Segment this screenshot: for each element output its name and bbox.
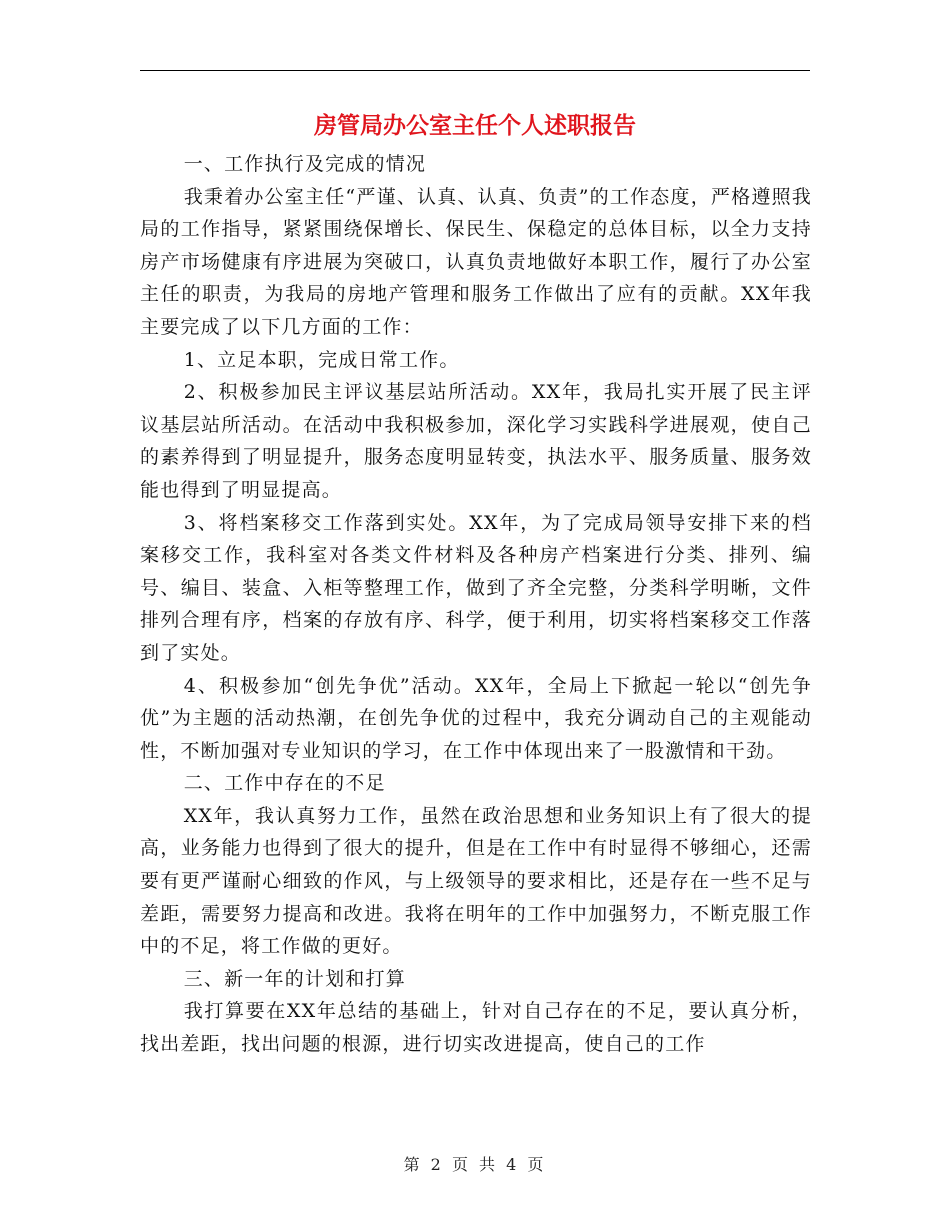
document-body	[140, 148, 812, 1061]
page-number-footer: 第 2 页 共 4 页	[403, 1155, 547, 1174]
paragraph-item-3: 3、将档案移交工作落到实处。XX年，为了完成局领导安排下来的档案移交工作，我科室对各类文件材料及各种房产档案进行分类、排列、编号、编目、装盒、入柜等整理工作，做到了齐全完整，分类科学明晰，文件排列合理有序，档案的存放有序、科学，便于利用，切实将档案移交工作落到了实处。	[140, 511, 812, 664]
paragraph-item-2: 2、积极参加民主评议基层站所活动。XX年，我局扎实开展了民主评议基层站所活动。在活动中我积极参加，深化学习实践科学进展观，使自己的素养得到了明显提升，服务态度明显转变，执法水平、服务质量、服务效能也得到了明显提高。	[140, 381, 812, 501]
paragraph-shortcomings: XX年，我认真努力工作，虽然在政治思想和业务知识上有了很大的提高，业务能力也得到了很大的提升，但是在工作中有时显得不够细心，还需要有更严谨耐心细致的作风，与上级领导的要求相比，还是存在一些不足与差距，需要努力提高和改进。我将在明年的工作中加强努力，不断克服工作中的不足，将工作做的更好。	[140, 804, 812, 958]
header-rule	[140, 70, 810, 71]
section-heading-plans: 三、新一年的计划和打算	[183, 967, 406, 990]
paragraph-intro: 我秉着办公室主任“严谨、认真、认真、负责”的工作态度，严格遵照我局的工作指导，紧紧围绕保增长、保民生、保稳定的总体目标，以全力支持房产市场健康有序进展为突破口，认真负责地做好本职工作，履行了办公室主任的职责，为我局的房地产管理和服务工作做出了应有的贡献。XX年我主要完成了以下几方面的工作：	[140, 185, 812, 338]
paragraph-item-4: 4、积极参加“创先争优”活动。XX年，全局上下掀起一轮以“创先争优”为主题的活动热潮，在创先争优的过程中，我充分调动自己的主观能动性，不断加强对专业知识的学习，在工作中体现出来了一股激情和干劲。	[140, 674, 812, 762]
section-heading-execution: 一、工作执行及完成的情况	[183, 153, 427, 175]
section-heading-shortcomings: 二、工作中存在的不足	[183, 772, 386, 795]
document-title: 房管局办公室主任个人述职报告	[314, 112, 636, 139]
paragraph-plans: 我打算要在XX年总结的基础上，针对自己存在的不足，要认真分析，找出差距，找出问题的根源，进行切实改进提高，使自己的工作	[140, 1000, 812, 1056]
paragraph-item-1: 1、立足本职，完成日常工作。	[183, 348, 460, 371]
